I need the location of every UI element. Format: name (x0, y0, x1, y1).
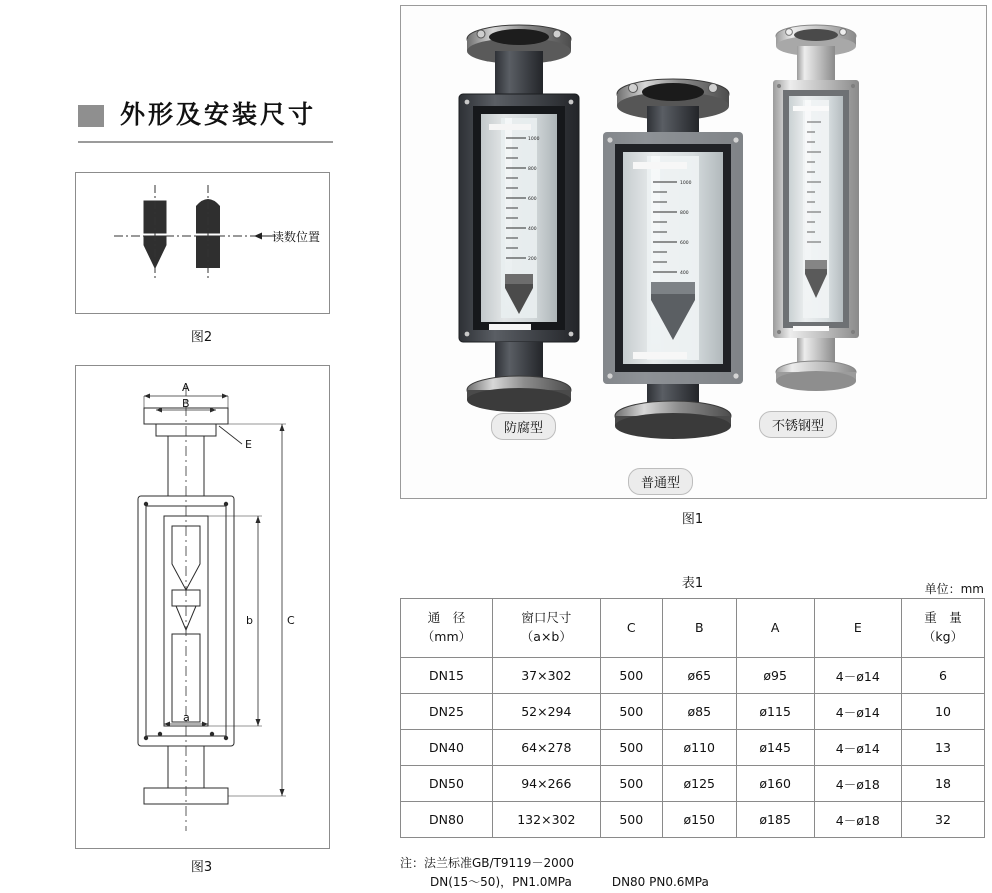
dim-label-b: b (246, 614, 253, 627)
cell-b: ø125 (662, 766, 736, 802)
cell-a: ø115 (736, 694, 814, 730)
cell-e: 4－ø18 (814, 802, 901, 838)
col-header-weight: 重 量 （kg） (902, 599, 985, 658)
col-header-diameter: 通 径 （mm） (401, 599, 493, 658)
cell-a: ø185 (736, 802, 814, 838)
note-line-1: 注：法兰标准GB/T9119－2000 (400, 856, 574, 870)
svg-text:800: 800 (680, 211, 689, 216)
cell-e: 4－ø14 (814, 694, 901, 730)
unit-stainless (773, 25, 859, 391)
table-row (401, 766, 985, 802)
svg-text:800: 800 (528, 167, 537, 172)
svg-text:600: 600 (528, 197, 537, 202)
cell-window-size: 132×302 (492, 802, 600, 838)
dim-label-a: a (183, 711, 190, 724)
svg-text:1000: 1000 (528, 137, 540, 142)
cell-diameter: DN15 (401, 658, 493, 694)
svg-text:200: 200 (528, 257, 537, 262)
cell-e: 4－ø14 (814, 730, 901, 766)
cell-window-size: 94×266 (492, 766, 600, 802)
heading-divider (78, 141, 333, 143)
unit-anticorrosion (459, 25, 579, 412)
table-notes (400, 854, 709, 891)
cell-diameter: DN50 (401, 766, 493, 802)
photo-label-stainless: 不锈钢型 (759, 411, 837, 438)
col-header-window-size: 窗口尺寸 （a×b） (492, 599, 600, 658)
photo-label-anticorrosion: 防腐型 (491, 413, 556, 440)
svg-text:600: 600 (680, 241, 689, 246)
table-unit-note: 单位：mm (924, 582, 984, 596)
spec-table (400, 598, 985, 838)
col-header-e: E (814, 599, 901, 658)
dim-label-E: E (245, 438, 252, 451)
section-heading (78, 95, 333, 143)
cell-weight: 32 (902, 802, 985, 838)
figure-1-photo-frame (400, 5, 987, 499)
note-line-3: DN80 PN0.6MPa (611, 874, 709, 889)
photo-label-standard: 普通型 (628, 468, 693, 495)
dim-label-A: A (182, 381, 190, 394)
cell-c: 500 (600, 730, 662, 766)
cell-weight: 10 (902, 694, 985, 730)
cell-diameter: DN40 (401, 730, 493, 766)
figure-3-caption: 图3 (190, 860, 213, 875)
figure-3-frame (75, 365, 330, 849)
svg-text:400: 400 (528, 227, 537, 232)
page-title: 外形及安装尺寸 (120, 100, 317, 129)
cell-a: ø160 (736, 766, 814, 802)
table-row (401, 658, 985, 694)
cell-e: 4－ø18 (814, 766, 901, 802)
read-position-label: 读数位置 (272, 230, 321, 244)
dim-label-C: C (287, 614, 295, 627)
table-row (401, 694, 985, 730)
col-header-c: C (600, 599, 662, 658)
table-row (401, 802, 985, 838)
cell-a: ø145 (736, 730, 814, 766)
col-header-a: A (736, 599, 814, 658)
note-line-2: DN(15～50)，PN1.0MPa (430, 874, 572, 889)
cell-weight: 18 (902, 766, 985, 802)
cell-b: ø85 (662, 694, 736, 730)
flowmeter-photo (401, 6, 984, 496)
col-header-b: B (662, 599, 736, 658)
cell-window-size: 37×302 (492, 658, 600, 694)
cell-diameter: DN25 (401, 694, 493, 730)
unit-standard (603, 79, 743, 439)
cell-window-size: 64×278 (492, 730, 600, 766)
table-header-row (401, 599, 985, 658)
cell-b: ø65 (662, 658, 736, 694)
figure-2-frame (75, 172, 330, 314)
note-line-2-wrapper (400, 873, 709, 892)
dim-label-B: B (182, 397, 190, 410)
cell-c: 500 (600, 694, 662, 730)
svg-text:400: 400 (680, 271, 689, 276)
cell-a: ø95 (736, 658, 814, 694)
cell-c: 500 (600, 766, 662, 802)
cell-c: 500 (600, 802, 662, 838)
figure-2-caption: 图2 (190, 330, 213, 345)
heading-marker (78, 105, 104, 127)
cell-window-size: 52×294 (492, 694, 600, 730)
cell-b: ø110 (662, 730, 736, 766)
left-column (0, 0, 380, 893)
cell-weight: 6 (902, 658, 985, 694)
figure-3-drawing (76, 366, 327, 846)
cell-e: 4－ø14 (814, 658, 901, 694)
svg-text:1000: 1000 (680, 181, 692, 186)
table-title: 表1 (681, 576, 704, 591)
cell-b: ø150 (662, 802, 736, 838)
table-row (401, 730, 985, 766)
cell-weight: 13 (902, 730, 985, 766)
cell-c: 500 (600, 658, 662, 694)
cell-diameter: DN80 (401, 802, 493, 838)
figure-1-caption: 图1 (681, 512, 704, 527)
